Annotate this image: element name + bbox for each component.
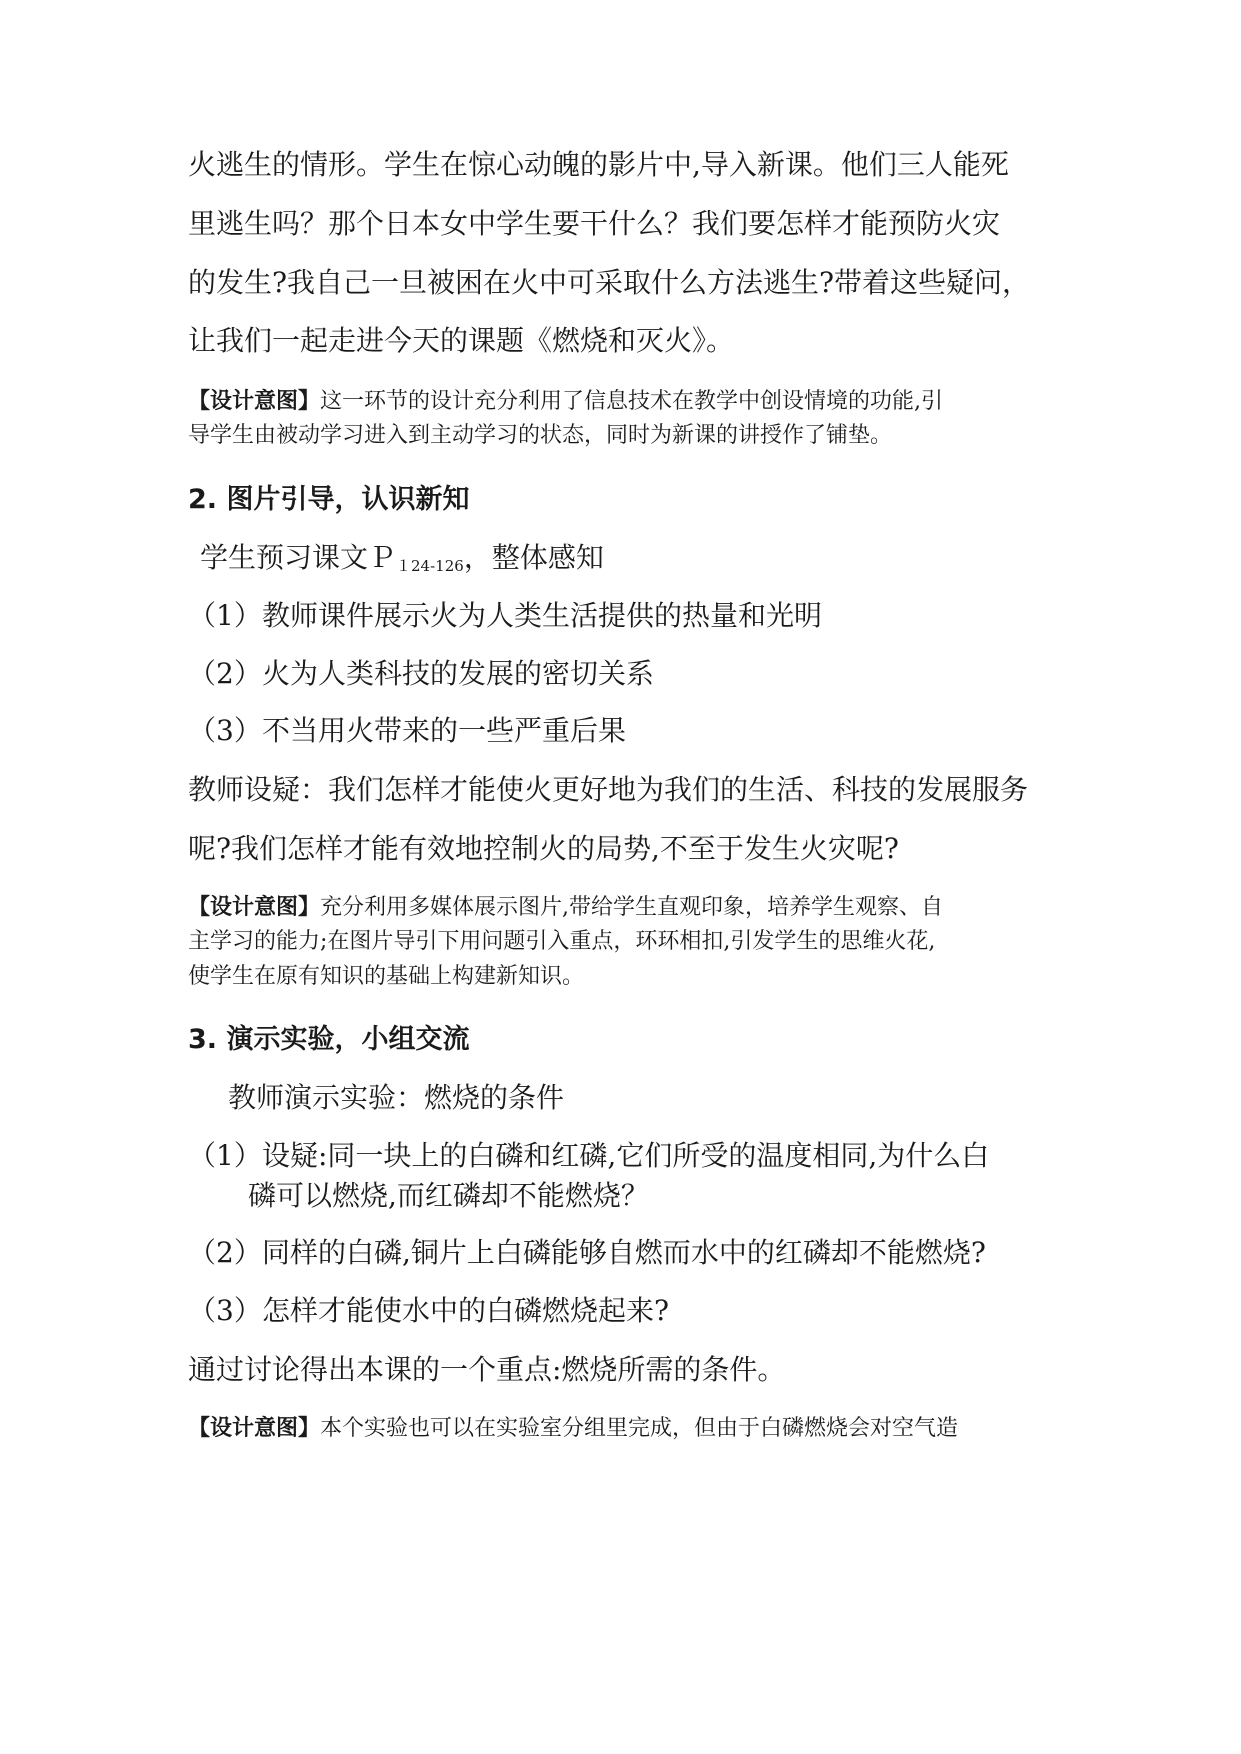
list-item-text: 不当用火带来的一些严重后果 — [262, 714, 627, 747]
list-item-number: （2） — [188, 1236, 262, 1269]
design-intent-1-line-2: 导学生由被动学习进入到主动学习的状态，同时为新课的讲授作了铺垫。 — [188, 423, 893, 448]
list-item-number: （3） — [188, 714, 262, 747]
list-item — [188, 711, 1058, 751]
design-intent-label: 【设计意图】 — [188, 894, 321, 920]
list-item — [188, 1291, 1058, 1331]
design-intent-text: 充分利用多媒体展示图片,带给学生直观印象，培养学生观察、自 — [320, 895, 944, 920]
list-item-number: （1） — [188, 1139, 262, 1172]
intro-line-3: 的发生?我自己一旦被困在火中可采取什么方法逃生?带着这些疑问， — [188, 266, 1031, 299]
list-item — [188, 1136, 1058, 1176]
design-intent-2-line-2: 主学习的能力;在图片导引下用问题引入重点，环环相扣,引发学生的思维火花, — [188, 929, 936, 954]
list-item-number: （2） — [188, 657, 262, 690]
list-item — [188, 1233, 1058, 1273]
design-intent-text: 这一环节的设计充分利用了信息技术在教学中创设情境的功能,引 — [320, 389, 944, 414]
design-intent-label: 【设计意图】 — [188, 1415, 321, 1441]
list-item-text: 设疑:同一块上的白磷和红磷,它们所受的温度相同,为什么白 — [262, 1139, 990, 1172]
design-intent-3-line-1 — [188, 1412, 1058, 1445]
preview-line — [200, 538, 604, 586]
design-intent-label: 【设计意图】 — [188, 388, 321, 414]
conclusion-line: 通过讨论得出本课的一个重点:燃烧所需的条件。 — [188, 1353, 786, 1386]
preview-suffix: ，整体感知 — [463, 541, 604, 574]
teacher-question-line-1: 教师设疑：我们怎样才能使火更好地为我们的生活、科技的发展服务 — [188, 773, 1029, 806]
intro-line-1: 火逃生的情形。学生在惊心动魄的影片中,导入新课。他们三人能死 — [188, 148, 1009, 181]
list-item-text: 怎样才能使水中的白磷燃烧起来? — [262, 1294, 670, 1327]
design-intent-2-line-1 — [188, 891, 1058, 924]
preview-pages: １24-126 — [396, 557, 464, 575]
intro-line-4: 让我们一起走进今天的课题《燃烧和灭火》。 — [188, 324, 735, 357]
design-intent-2-line-3: 使学生在原有知识的基础上构建新知识。 — [188, 964, 585, 989]
teacher-question-line-2: 呢?我们怎样才能有效地控制火的局势,不至于发生火灾呢? — [188, 832, 899, 865]
design-intent-text: 本个实验也可以在实验室分组里完成，但由于白磷燃烧会对空气造 — [320, 1416, 959, 1441]
list-item — [188, 596, 1058, 636]
list-item-text: 火为人类科技的发展的密切关系 — [262, 657, 655, 690]
list-item — [188, 654, 1058, 694]
intro-line-2: 里逃生吗？那个日本女中学生要干什么？我们要怎样才能预防火灾 — [188, 207, 1001, 240]
list-item-text: 教师课件展示火为人类生活提供的热量和光明 — [262, 599, 823, 632]
list-item-continuation: 磷可以燃烧,而红磷却不能燃烧？ — [248, 1179, 649, 1212]
preview-prefix: 学生预习课文Ｐ — [200, 541, 397, 574]
section-2-heading: 2. 图片引导，认识新知 — [188, 484, 470, 515]
list-item-text: 同样的白磷,铜片上白磷能够自燃而水中的红磷却不能燃烧? — [262, 1236, 986, 1269]
list-item-number: （3） — [188, 1294, 262, 1327]
section-3-heading: 3. 演示实验，小组交流 — [188, 1024, 470, 1055]
design-intent-1-line-1 — [188, 385, 1058, 418]
list-item-number: （1） — [188, 599, 262, 632]
demo-line: 教师演示实验：燃烧的条件 — [228, 1081, 565, 1114]
